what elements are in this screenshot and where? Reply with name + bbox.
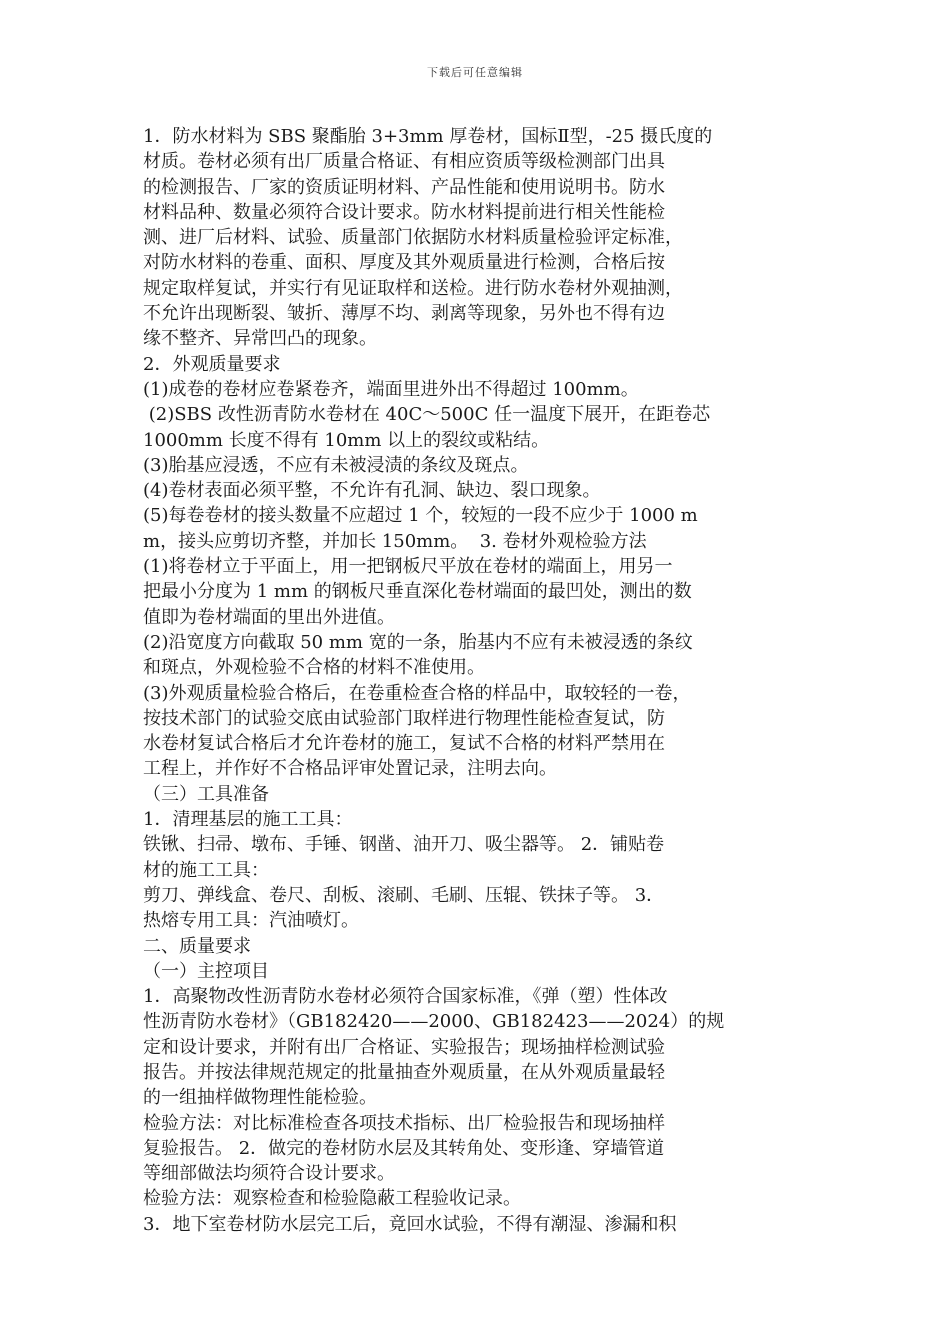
text-line: 复验报告。 2．做完的卷材防水层及其转角处、变形逢、穿墙管道 (143, 1137, 665, 1159)
text-line: 3．地下室卷材防水层完工后，竟回水试验，不得有潮湿、渗漏和积 (143, 1213, 677, 1235)
text-line: (4)卷材表面必须平整，不允许有孔洞、缺边、裂口现象。 (143, 480, 601, 502)
text-line: 材的施工工具： (143, 859, 269, 881)
text-line: 值即为卷材端面的里出外进值。 (143, 606, 395, 628)
text-line: m，接头应剪切齐整，并加长 150mm。 3. 卷材外观检验方法 (143, 530, 647, 552)
text-line: 的一组抽样做物理性能检验。 (143, 1087, 377, 1109)
document-body (143, 124, 823, 1237)
section-heading: 二、质量要求 (143, 935, 251, 957)
text-line: 和斑点，外观检验不合格的材料不准使用。 (143, 657, 485, 679)
text-line: 规定取样复试，并实行有见证取样和送检。进行防水卷材外观抽测， (143, 277, 683, 299)
text-line: 缘不整齐、异常凹凸的现象。 (143, 328, 377, 350)
text-line: 水卷材复试合格后才允许卷材的施工，复试不合格的材料严禁用在 (143, 733, 665, 755)
text-line: 1．高聚物改性沥青防水卷材必须符合国家标准，《弹（塑）性体改 (143, 986, 668, 1008)
text-line: 性沥青防水卷材》（GB182420——2000、GB182423——2024）的规 (143, 1011, 725, 1033)
text-line: (1)成卷的卷材应卷紧卷齐，端面里进外出不得超过 100mm。 (143, 378, 639, 400)
text-line: 不允许出现断裂、皱折、薄厚不均、剥离等现象，另外也不得有边 (143, 303, 665, 325)
text-line: 1000mm 长度不得有 10mm 以上的裂纹或粘结。 (143, 429, 550, 451)
text-line: (1)将卷材立于平面上，用一把钢板尺平放在卷材的端面上，用另一 (143, 556, 673, 578)
text-line: 报告。并按法律规范规定的批量抽查外观质量，在从外观质量最轻 (143, 1061, 665, 1083)
text-line: 定和设计要求，并附有出厂合格证、实验报告；现场抽样检测试验 (143, 1036, 665, 1058)
text-line: 1．清理基层的施工工具： (143, 809, 353, 831)
text-line: (3)外观质量检验合格后，在卷重检查合格的样品中，取较轻的一卷， (143, 682, 691, 704)
text-line: 剪刀、弹线盒、卷尺、刮板、滚刷、毛刷、压辊、铁抹子等。 3． (143, 884, 665, 906)
text-line: 对防水材料的卷重、面积、厚度及其外观质量进行检测，合格后按 (143, 252, 665, 274)
text-line: 按技术部门的试验交底由试验部门取样进行物理性能检查复试，防 (143, 707, 665, 729)
text-line: 测、进厂后材料、试验、质量部门依据防水材料质量检验评定标准， (143, 227, 683, 249)
text-line: 铁锹、扫帚、墩布、手锤、钢凿、油开刀、吸尘器等。 2．铺贴卷 (143, 834, 665, 856)
text-line: 检验方法：观察检查和检验隐蔽工程验收记录。 (143, 1188, 521, 1210)
page-header: 下载后可任意编辑 (427, 66, 523, 79)
section-heading: 2．外观质量要求 (143, 353, 281, 375)
text-line: (5)每卷卷材的接头数量不应超过 1 个，较短的一段不应少于 1000 m (143, 505, 698, 527)
text-line: (2)SBS 改性沥青防水卷材在 40C～500C 任一温度下展开，在距卷芯 (143, 404, 711, 426)
text-line: (3)胎基应浸透，不应有未被浸渍的条纹及斑点。 (143, 454, 529, 476)
text-line: 工程上，并作好不合格品评审处置记录，注明去向。 (143, 758, 557, 780)
text-line: 材料品种、数量必须符合设计要求。防水材料提前进行相关性能检 (143, 201, 665, 223)
section-heading: （一）主控项目 (143, 960, 269, 982)
text-line: 1．防水材料为 SBS 聚酯胎 3+3mm 厚卷材，国标Ⅱ型，-25 摄氏度的 (143, 126, 713, 147)
text-line: 等细部做法均须符合设计要求。 (143, 1163, 395, 1185)
text-line: 热熔专用工具：汽油喷灯。 (143, 910, 359, 932)
section-heading: （三）工具准备 (143, 783, 269, 805)
text-line: 检验方法：对比标准检查各项技术指标、出厂检验报告和现场抽样 (143, 1112, 665, 1134)
text-line: 材质。卷材必须有出厂质量合格证、有相应资质等级检测部门出具 (143, 151, 665, 173)
text-line: 的检测报告、厂家的资质证明材料、产品性能和使用说明书。防水 (143, 176, 665, 198)
text-line: 把最小分度为 1 mm 的钢板尺垂直深化卷材端面的最凹处，测出的数 (143, 581, 692, 603)
text-line: (2)沿宽度方向截取 50 mm 宽的一条，胎基内不应有未被浸透的条纹 (143, 631, 693, 653)
